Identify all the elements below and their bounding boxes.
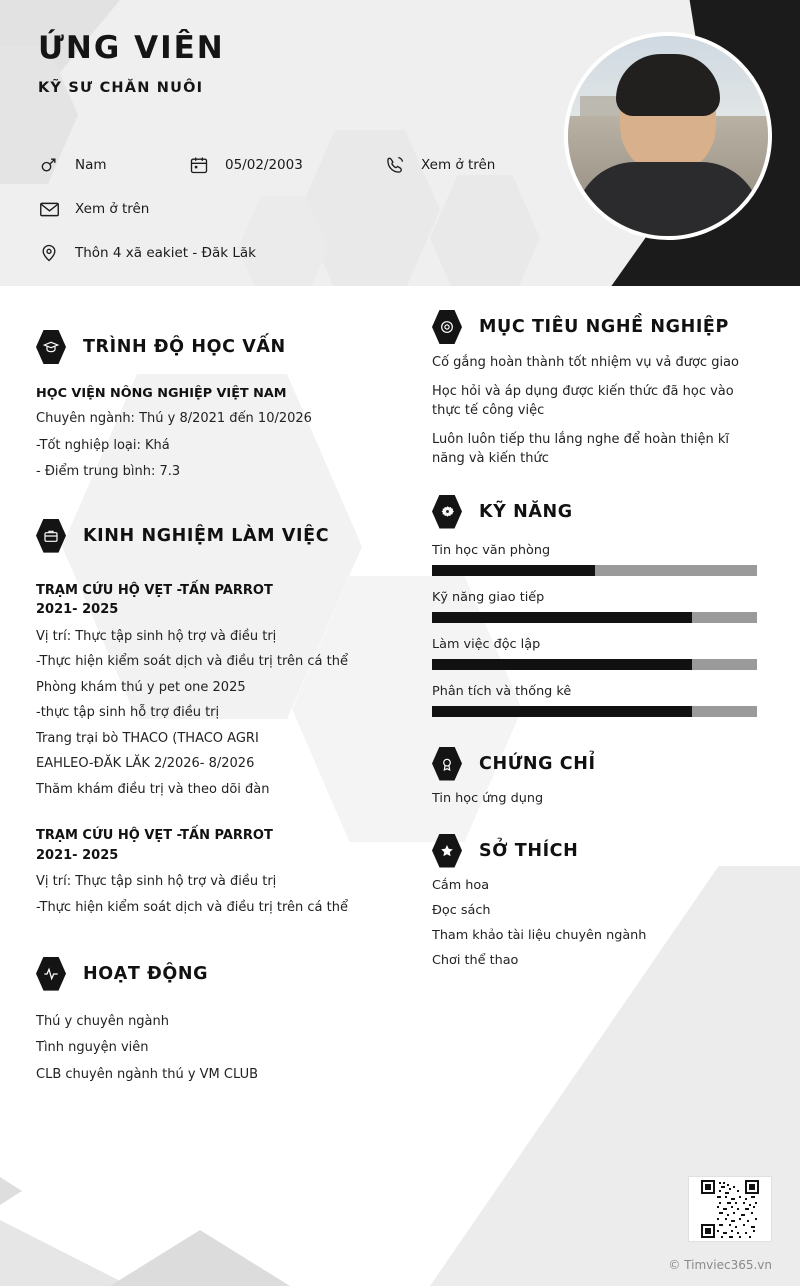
- skill-item: [432, 590, 764, 623]
- skill-bar-fill: [432, 612, 692, 623]
- skill-bar-track: [432, 706, 757, 717]
- name-block: [38, 30, 225, 96]
- medal-icon: [432, 747, 462, 781]
- activity-pulse-icon: [36, 957, 66, 991]
- section-activities-header: [36, 957, 370, 991]
- phone-icon: [382, 152, 408, 178]
- skill-label: Làm việc độc lập: [432, 636, 541, 652]
- objective-line: Học hỏi và áp dụng được kiến thức đã học vào thực tế công việc: [432, 383, 734, 418]
- contact-gender: [36, 152, 186, 178]
- content-columns: [0, 286, 800, 1092]
- list-item: Thú y chuyên ngành: [36, 1013, 170, 1029]
- target-icon: [432, 310, 462, 344]
- section-skills-title: KỸ NĂNG: [479, 501, 573, 522]
- body-triangle-mid: [110, 1230, 290, 1286]
- right-column: [398, 304, 800, 1092]
- section-experience-header: [36, 519, 370, 553]
- interest-item: Đọc sách: [432, 902, 491, 918]
- experience-company: TRẠM CỨU HỘ VẸT -TẤN PARROT: [36, 582, 273, 598]
- contact-row: [36, 196, 556, 222]
- footer-credit: © Timviec365.vn: [668, 1258, 772, 1272]
- section-certificates-header: [432, 747, 764, 781]
- contact-info: [36, 152, 556, 284]
- education-school: HỌC VIỆN NÔNG NGHIỆP VIỆT NAM: [36, 386, 287, 401]
- skill-item: [432, 684, 764, 717]
- skill-bar-track: [432, 612, 757, 623]
- skill-bar-fill: [432, 659, 692, 670]
- gear-icon: [432, 495, 462, 529]
- graduation-cap-icon: [36, 330, 66, 364]
- section-education-title: TRÌNH ĐỘ HỌC VẤN: [83, 337, 286, 357]
- section-experience-title: KINH NGHIỆM LÀM VIỆC: [83, 525, 330, 546]
- section-interests-title: SỞ THÍCH: [479, 840, 579, 861]
- contact-birthday-label: 05/02/2003: [225, 157, 303, 173]
- section-education-header: [36, 330, 370, 364]
- experience-line: Thăm khám điều trị và theo dõi đàn: [36, 781, 270, 797]
- experience-period: 2021- 2025: [36, 847, 119, 863]
- email-icon: [36, 196, 62, 222]
- section-activities-title: HOẠT ĐỘNG: [83, 963, 209, 984]
- body-triangle-left: [0, 1220, 130, 1286]
- education-line: - Điểm trung bình: 7.3: [36, 464, 181, 480]
- interest-item: Cắm hoa: [432, 877, 490, 893]
- skill-bar-fill: [432, 565, 595, 576]
- experience-item: [36, 826, 370, 916]
- contact-email: [36, 196, 186, 222]
- cv-body: [0, 286, 800, 1286]
- experience-line: Vị trí: Thực tập sinh hộ trợ và điều trị: [36, 628, 277, 644]
- contact-phone: [382, 152, 495, 178]
- education-line: Chuyên ngành: Thú y 8/2021 đến 10/2026: [36, 411, 312, 426]
- contact-address-label: Thôn 4 xã eakiet - Đăk Lăk: [75, 245, 256, 261]
- avatar-shirt: [575, 162, 761, 240]
- contact-gender-label: Nam: [75, 157, 107, 173]
- avatar: [564, 32, 772, 240]
- experience-company: TRẠM CỨU HỘ VẸT -TẤN PARROT: [36, 828, 273, 844]
- skill-label: Tin học văn phòng: [432, 542, 551, 558]
- skill-bar-track: [432, 659, 757, 670]
- job-title: KỸ SƯ CHĂN NUÔI: [38, 80, 204, 96]
- skill-bar-track: [432, 565, 757, 576]
- body-arrow-left: [0, 1168, 22, 1214]
- contact-birthday: [186, 152, 382, 178]
- education-line: -Tốt nghiệp loại: Khá: [36, 437, 170, 453]
- experience-period: 2021- 2025: [36, 602, 119, 618]
- experience-line: EAHLEO-ĐĂK LĂK 2/2026- 8/2026: [36, 756, 255, 772]
- contact-address: [36, 240, 256, 266]
- section-objective-title: MỤC TIÊU NGHỀ NGHIỆP: [479, 317, 729, 337]
- experience-line: -thực tập sinh hỗ trợ điều trị: [36, 705, 220, 721]
- certificate-item: Tin học ứng dụng: [432, 790, 544, 806]
- skill-bar-fill: [432, 706, 692, 717]
- skill-label: Kỹ năng giao tiếp: [432, 589, 545, 605]
- experience-item: [36, 581, 370, 799]
- experience-line: Trang trại bò THACO (THACO AGRI: [36, 730, 259, 746]
- star-icon: [432, 834, 462, 868]
- section-interests-header: [432, 834, 764, 868]
- cv-header: [0, 0, 800, 286]
- section-certificates-title: CHỨNG CHỈ: [479, 753, 596, 774]
- experience-line: -Thực hiện kiểm soát dịch và điều trị trên cá thể: [36, 654, 348, 670]
- objective-line: Cố gắng hoàn thành tốt nhiệm vụ vả được giao: [432, 355, 739, 370]
- list-item: CLB chuyên ngành thú y VM CLUB: [36, 1066, 259, 1082]
- calendar-icon: [186, 152, 212, 178]
- contact-phone-label: Xem ở trên: [421, 157, 496, 173]
- interest-item: Tham khảo tài liệu chuyên ngành: [432, 927, 647, 943]
- contact-row: [36, 240, 556, 266]
- objective-line: Luôn luôn tiếp thu lắng nghe để hoàn thiện kĩ năng và kiến thức: [432, 431, 729, 466]
- section-skills-header: [432, 495, 764, 529]
- interest-item: Chơi thể thao: [432, 952, 519, 968]
- section-objective-header: [432, 310, 764, 344]
- skill-item: [432, 543, 764, 576]
- page-title: ỨNG VIÊN: [38, 30, 225, 66]
- qr-code-icon: [688, 1176, 772, 1242]
- contact-email-label: Xem ở trên: [75, 201, 150, 217]
- activities-list: [36, 1013, 370, 1084]
- skill-item: [432, 637, 764, 670]
- experience-line: -Thực hiện kiểm soát dịch và điều trị trên cá thể: [36, 900, 348, 916]
- briefcase-icon: [36, 519, 66, 553]
- left-column: [0, 304, 398, 1092]
- experience-line: Vị trí: Thực tập sinh hộ trợ và điều trị: [36, 874, 277, 890]
- education-block: [36, 386, 370, 481]
- location-pin-icon: [36, 240, 62, 266]
- skill-label: Phân tích và thống kê: [432, 683, 572, 699]
- experience-line: Phòng khám thú y pet one 2025: [36, 679, 246, 695]
- contact-row: [36, 152, 556, 178]
- list-item: Tình nguyện viên: [36, 1040, 149, 1056]
- gender-icon: [36, 152, 62, 178]
